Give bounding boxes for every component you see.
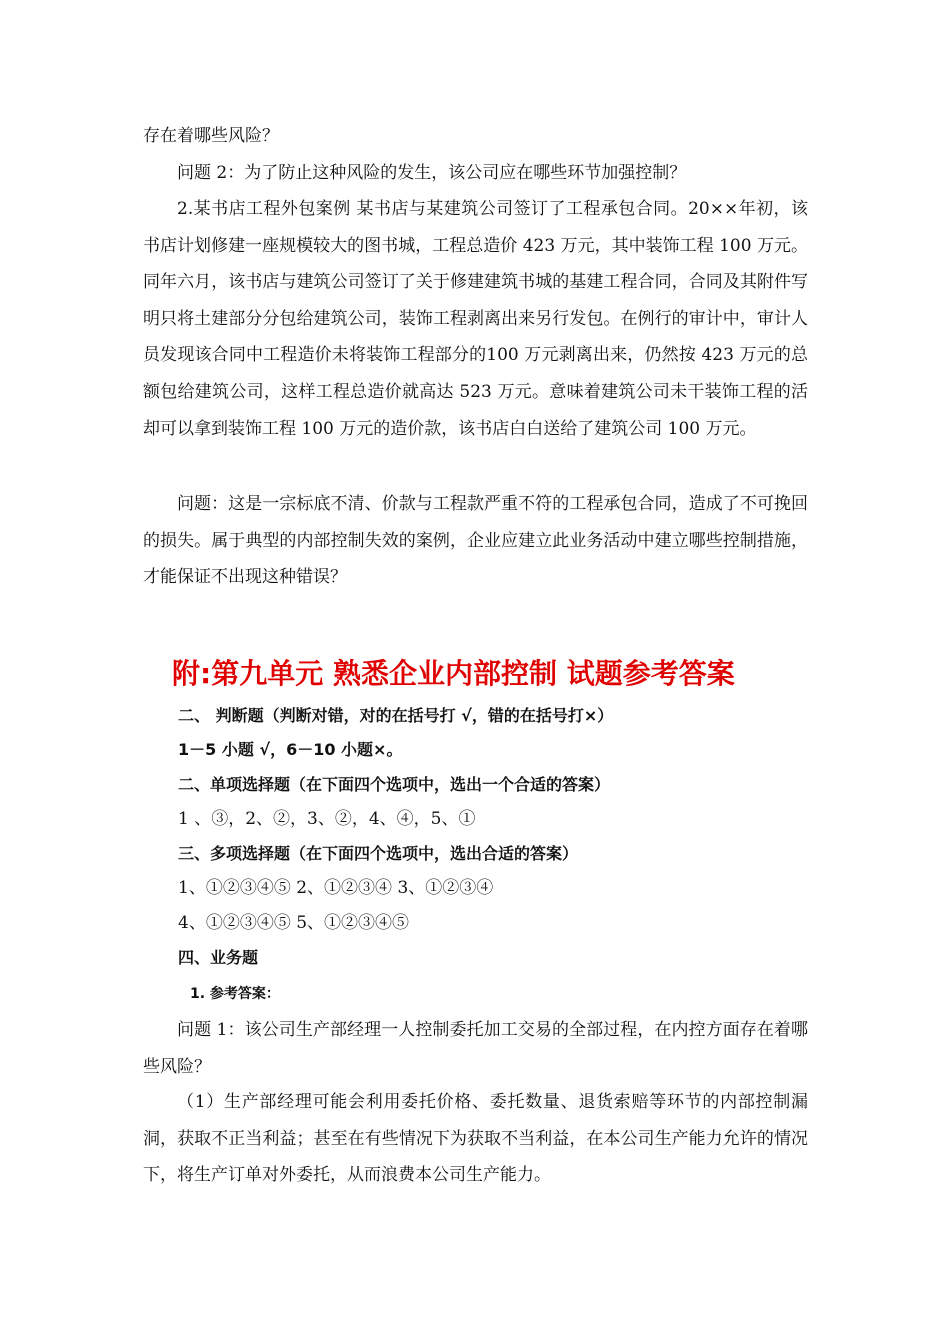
- multi-choice-answer-2: 4、①②③④⑤ 5、①②③④⑤: [178, 913, 410, 933]
- reference-answer-label: 1. 参考答案：: [190, 986, 280, 1002]
- case-2-paragraph: 2.某书店工程外包案例 某书店与某建筑公司签订了工程承包合同。20××年初，该书店计划修建一座规模较大的图书城，工程总造价 423 万元，其中装饰工程 100 万元。同年六月，该书店与建筑公司签订了关于修建建筑书城的基建工程合同，合同及其附件写明只将土建部分分包给建筑公司，装饰工程剥离出来另行发包。在例行的审计中，审计人员发现该合同中工程造价未将装饰工程部分的100 万元剥离出来，仍然按 423 万元的总额包给建筑公司，这样工程总造价就高达 523 万元。意味着建筑公司未干装饰工程的活却可以拿到装饰工程 100 万元的造价款，该书店白白送给了建筑公司 100 万元。: [143, 199, 808, 439]
- text-line: 存在着哪些风险？: [143, 126, 279, 146]
- question-1-answer: （1）生产部经理可能会利用委托价格、委托数量、退货索赔等环节的内部控制漏洞，获取不正当利益；甚至在有些情况下为获取不当利益，在本公司生产能力允许的情况下，将生产订单对外委托，从而浪费本公司生产能力。: [143, 1092, 808, 1186]
- multi-choice-answer-1: 1、①②③④⑤ 2、①②③④ 3、①②③④: [178, 878, 494, 898]
- business-heading: 四、业务题: [178, 948, 259, 967]
- judge-answer: 1－5 小题 √，6－10 小题×。: [178, 740, 403, 759]
- single-choice-heading: 二、单项选择题（在下面四个选项中，选出一个合适的答案）: [178, 775, 611, 794]
- single-choice-answer: 1 、③，2、②，3、②，4、④，5、①: [178, 809, 476, 829]
- question-2: 问题 2：为了防止这种风险的发生，该公司应在哪些环节加强控制？: [177, 163, 687, 183]
- case-2-question: 问题：这是一宗标底不清、价款与工程款严重不符的工程承包合同，造成了不可挽回的损失。属于典型的内部控制失效的案例，企业应建立此业务活动中建立哪些控制措施，才能保证不出现这种错误？: [143, 494, 808, 588]
- answers-title: 附:第九单元 熟悉企业内部控制 试题参考答案: [172, 657, 735, 690]
- question-1-text: 问题 1：该公司生产部经理一人控制委托加工交易的全部过程，在内控方面存在着哪些风险？: [143, 1020, 808, 1077]
- judge-heading: 二、 判断题（判断对错，对的在括号打 √，错的在括号打×）: [178, 706, 614, 725]
- multi-choice-heading: 三、多项选择题（在下面四个选项中，选出合适的答案）: [178, 844, 579, 863]
